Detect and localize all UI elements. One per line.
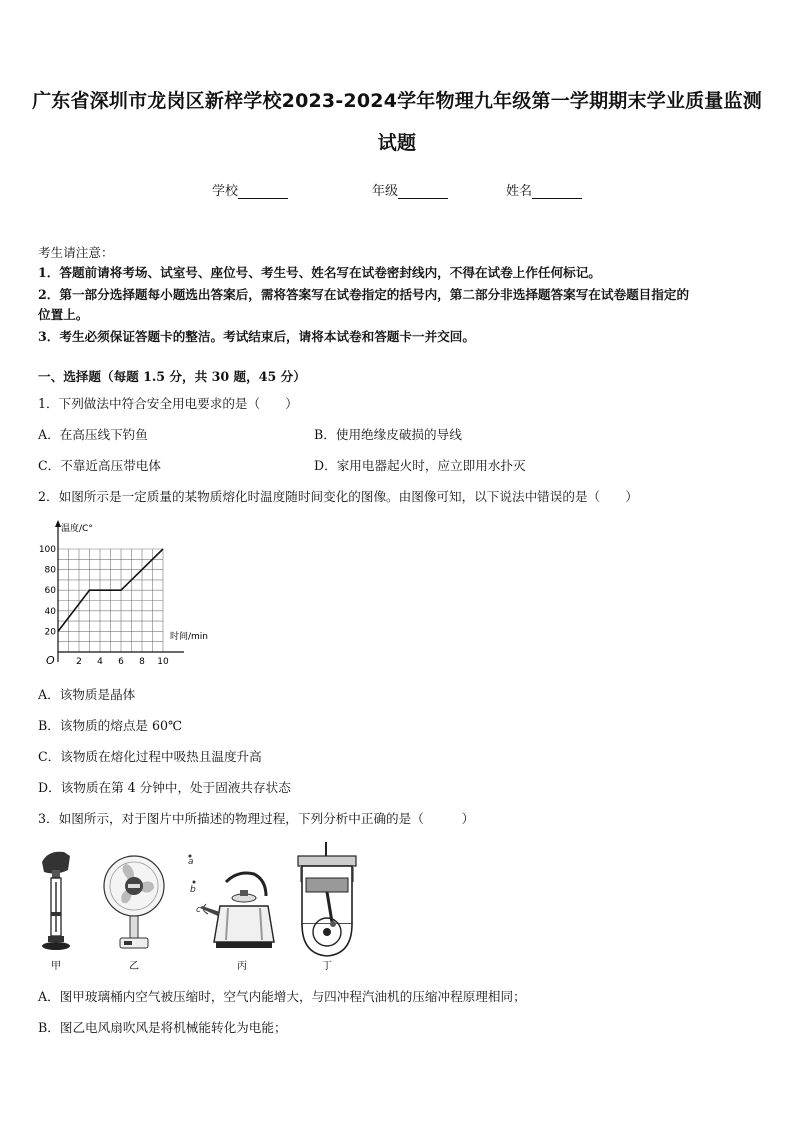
figure-ding-engine xyxy=(298,842,356,956)
question-2-stem: 2．如图所示是一定质量的某物质熔化时温度随时间变化的图像。由图像可知，以下说法中错误的是（ ） xyxy=(38,489,638,504)
q2-option-c[interactable]: C．该物质在熔化过程中吸热且温度升高 xyxy=(38,749,262,764)
q3-figures xyxy=(30,842,370,976)
y-tick-label: 80 xyxy=(44,565,56,576)
y-tick-label: 100 xyxy=(38,545,56,555)
figure-bing-kettle xyxy=(188,855,274,949)
svg-text:a: a xyxy=(188,857,194,867)
y-axis-label: 温度/C° xyxy=(61,524,93,534)
notice-item-2-cont: 位置上。 xyxy=(38,307,89,322)
grade-field[interactable]: 年级 xyxy=(372,180,448,199)
svg-text:c: c xyxy=(196,905,201,915)
q2-option-d[interactable]: D．该物质在第 4 分钟中，处于固液共存状态 xyxy=(38,780,291,795)
figure-label-bing: 丙 xyxy=(237,961,247,972)
figure-label-ding: 丁 xyxy=(322,961,332,972)
q2-option-a[interactable]: A．该物质是晶体 xyxy=(38,687,136,702)
origin-label: O xyxy=(46,654,55,667)
notice-item-3: 3．考生必须保证答题卡的整洁。考试结束后，请将本试卷和答题卡一并交回。 xyxy=(38,329,475,344)
figure-label-jia: 甲 xyxy=(51,961,61,972)
question-1-stem: 1．下列做法中符合安全用电要求的是（ ） xyxy=(38,396,298,411)
x-tick-label: 2 xyxy=(76,657,82,667)
figure-label-yi: 乙 xyxy=(129,961,139,972)
section-heading: 一、选择题（每题 1.5 分，共 30 题，45 分） xyxy=(38,369,306,384)
melting-curve-chart xyxy=(34,516,224,668)
q2-option-b[interactable]: B．该物质的熔点是 60℃ xyxy=(38,718,183,733)
name-field[interactable]: 姓名 xyxy=(506,180,582,199)
y-tick-label: 20 xyxy=(44,627,56,638)
notice-heading: 考生请注意： xyxy=(38,245,114,260)
notice-item-2: 2．第一部分选择题每小题选出答案后，需将答案写在试卷指定的括号内，第二部分非选择题答案写在试卷题目指定的 xyxy=(38,287,690,302)
q1-option-c[interactable]: C．不靠近高压带电体 xyxy=(38,458,161,473)
q3-option-a[interactable]: A．图甲玻璃桶内空气被压缩时，空气内能增大，与四冲程汽油机的压缩冲程原理相同； xyxy=(38,989,526,1004)
q1-option-d[interactable]: D．家用电器起火时，应立即用水扑灭 xyxy=(314,458,526,473)
figure-jia-compression-tube xyxy=(42,852,70,950)
y-tick-label: 40 xyxy=(44,606,56,617)
y-tick-label: 60 xyxy=(44,586,56,597)
q1-option-b[interactable]: B．使用绝缘皮破损的导线 xyxy=(314,427,462,442)
x-tick-label: 4 xyxy=(97,657,103,667)
x-tick-label: 8 xyxy=(139,657,145,667)
x-tick-label: 10 xyxy=(157,657,169,667)
x-tick-label: 6 xyxy=(118,657,124,667)
figure-yi-electric-fan xyxy=(104,856,164,948)
q3-option-b[interactable]: B．图乙电风扇吹风是将机械能转化为电能； xyxy=(38,1020,287,1035)
svg-text:b: b xyxy=(190,885,196,895)
page-title-line2: 试题 xyxy=(377,132,417,154)
question-3-stem: 3．如图所示，对于图片中所描述的物理过程，下列分析中正确的是（ ） xyxy=(38,811,475,826)
school-field[interactable]: 学校 xyxy=(212,180,288,199)
q1-option-a[interactable]: A．在高压线下钓鱼 xyxy=(38,427,148,442)
x-axis-label: 时间/min xyxy=(170,632,209,642)
notice-item-1: 1．答题前请将考场、试室号、座位号、考生号、姓名写在试卷密封线内，不得在试卷上作任何标记。 xyxy=(38,265,601,280)
page-title: 广东省深圳市龙岗区新梓学校2023-2024学年物理九年级第一学期期末学业质量监测 xyxy=(32,90,762,112)
